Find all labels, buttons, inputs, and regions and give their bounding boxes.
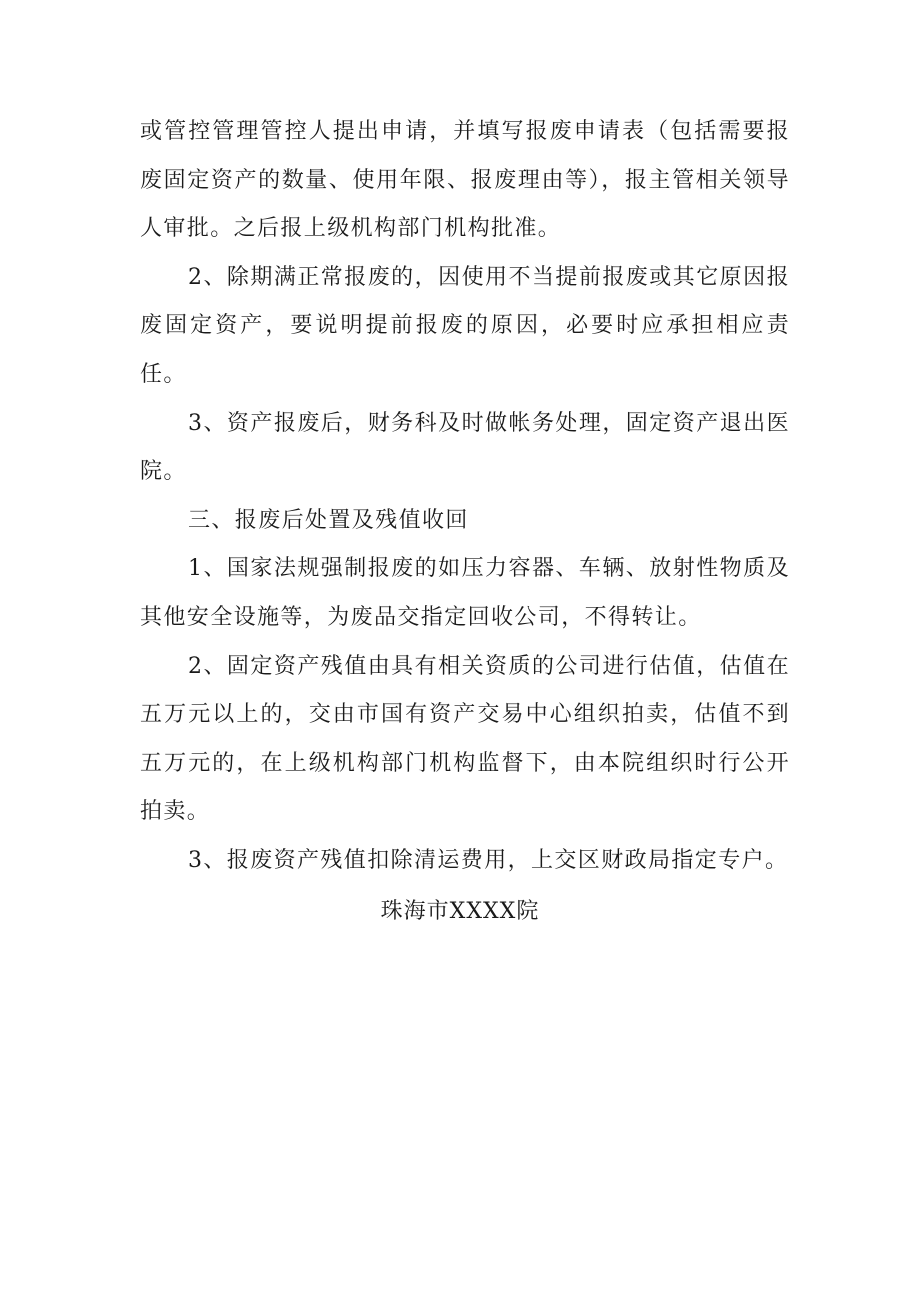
signature-organization: 珠海市XXXX院 — [380, 899, 540, 924]
paragraph-item-2: 2、除期满正常报废的，因使用不当提前报废或其它原因报废固定资产，要说明提前报废的原因，必要时应承担相应责任。 — [140, 264, 790, 387]
paragraph-item-1: 1、国家法规强制报废的如压力容器、车辆、放射性物质及其他安全设施等，为废品交指定回收公司，不得转让。 — [140, 556, 790, 630]
document-body — [140, 108, 790, 886]
paragraph-item-3: 3、资产报废后，财务科及时做帐务处理，固定资产退出医院。 — [140, 410, 790, 485]
paragraph-continuation: 或管控管理管控人提出申请，并填写报废申请表（包括需要报废固定资产的数量、使用年限、报废理由等），报主管相关领导人审批。之后报上级机构部门机构批准。 — [140, 119, 790, 242]
paragraph-item-3-residual: 3、报废资产残值扣除清运费用，上交区财政局指定专户。 — [188, 847, 789, 873]
paragraph-item-2-residual: 2、固定资产残值由具有相关资质的公司进行估值，估值在五万元以上的，交由市国有资产交易中心组织拍卖，估值不到五万元的，在上级机构部门机构监督下，由本院组织时行公开拍卖。 — [140, 653, 790, 825]
section-heading: 三、报废后处置及残值收回 — [188, 507, 469, 533]
